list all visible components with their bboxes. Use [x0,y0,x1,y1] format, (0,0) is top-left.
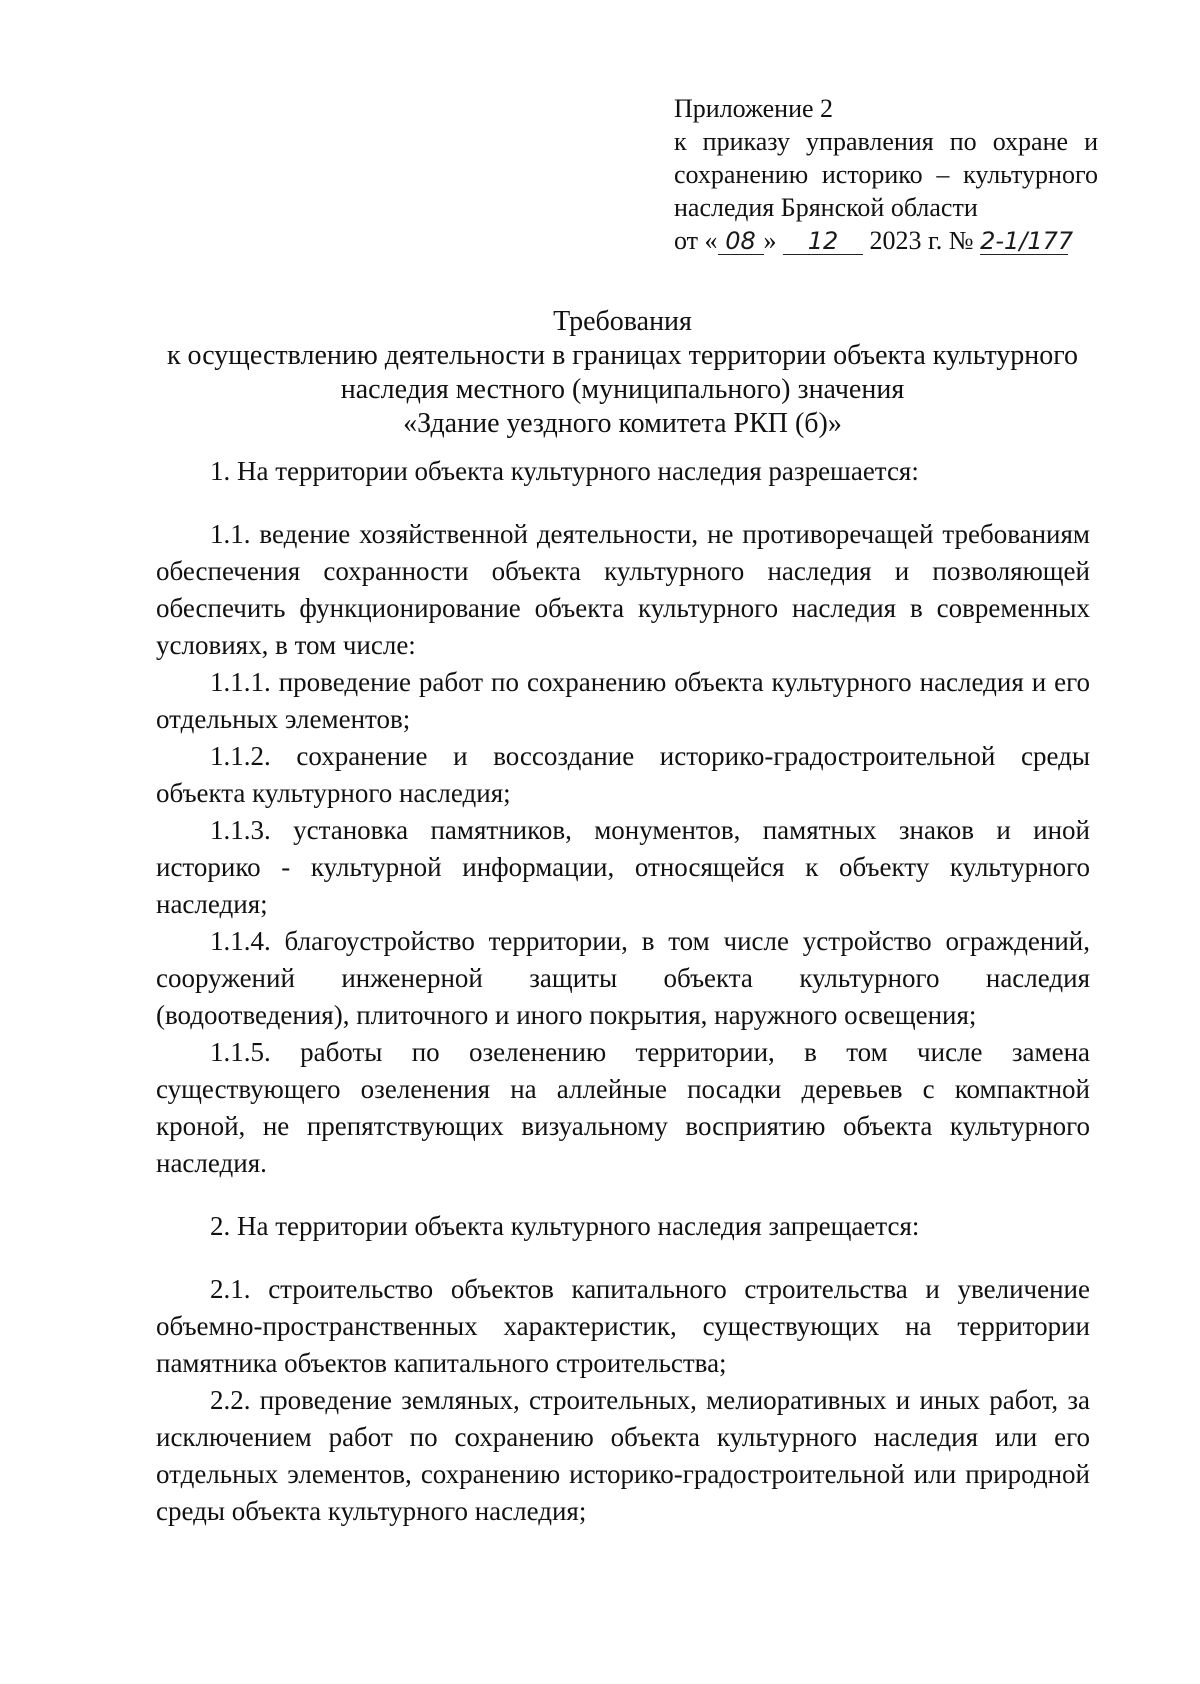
section-2-heading: 2. На территории объекта культурного наследия запрещается: [210,1211,920,1241]
date-year: 2023 г. № [869,226,974,255]
handwritten-month: 12 [783,228,863,255]
handwritten-order-number: 2-1/177 [980,227,1074,255]
paragraph-1-1-4: 1.1.4. благоустройство территории, в том числе устройство ограждений, сооружений инженерной защиты объекта культурного наследия (водоотведения), плиточного и иного покрытия, наружного освещения; [156,926,1090,1030]
handwritten-day: 08 [718,228,764,255]
annex-title: Приложение 2 [674,94,834,123]
paragraph-2-1: 2.1. строительство объектов капитального строительства и увеличение объемно-пространственных характеристик, существующих на территории памятника объектов капитального строительства; [156,1274,1090,1378]
annex-region-line: наследия Брянской области [674,193,978,222]
annex-header [674,92,1098,257]
document-title [150,305,1095,441]
section-1-heading: 1. На территории объекта культурного наследия разрешается: [210,456,919,486]
title-line-2: к осуществлению деятельности в границах территории объекта культурного [166,340,1079,371]
paragraph-1-1-3: 1.1.3. установка памятников, монументов, памятных знаков и иной историко - культурной информации, относящейся к объекту культурного наследия; [156,815,1090,919]
annex-date-line [674,224,1098,257]
annex-department-line: сохранению историко – культурного [674,160,1098,189]
date-prefix: от « [674,226,718,255]
annex-order-line: к приказу управления по охране и [674,127,1098,156]
paragraph-1-1-1: 1.1.1. проведение работ по сохранению объекта культурного наследия и его отдельных элементов; [156,667,1090,734]
document-body [156,453,1090,1530]
title-line-3: наследия местного (муниципального) значения [340,374,905,405]
paragraph-1-1-5: 1.1.5. работы по озеленению территории, в том числе замена существующего озеленения на аллейные посадки деревьев с компактной кроной, не препятствующих визуальному восприятию объекта культурного наследия. [156,1037,1090,1178]
paragraph-1-1-2: 1.1.2. сохранение и воссоздание историко-градостроительной среды объекта культурного наследия; [156,741,1090,808]
date-mid: » [763,226,777,255]
title-object-name: «Здание уездного комитета РКП (б)» [403,408,842,439]
paragraph-2-2: 2.2. проведение земляных, строительных, мелиоративных и иных работ, за исключением работ по сохранению объекта культурного наследия или его отдельных элементов, сохранению историко-градостроительной или природной среды объекта культурного наследия; [156,1385,1090,1526]
title-heading: Требования [553,306,692,337]
paragraph-1-1: 1.1. ведение хозяйственной деятельности, не противоречащей требованиям обеспечения сохранности объекта культурного наследия и позволяющей обеспечить функционирование объекта культурного наследия в современных условиях, в том числе: [156,519,1090,660]
